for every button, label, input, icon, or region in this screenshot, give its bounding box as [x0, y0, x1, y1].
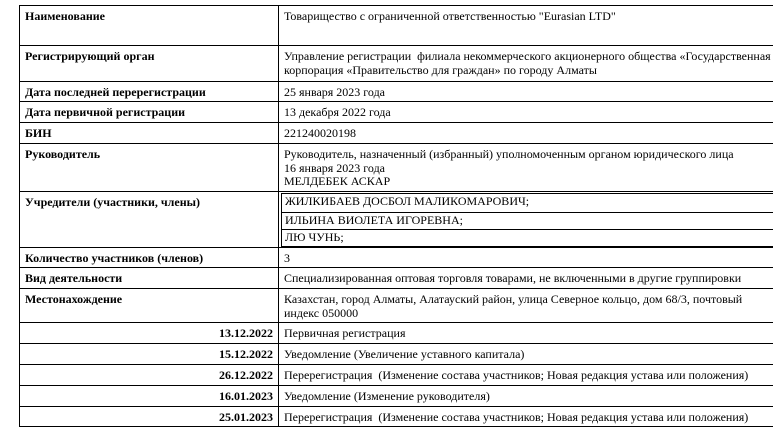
member-count-label-cell: [20, 248, 279, 268]
bin-label: БИН: [25, 127, 52, 140]
history-event: Перерегистрация (Изменение состава участников; Новая редакция устава или положения): [284, 369, 749, 382]
row-registering-authority: [20, 46, 773, 82]
activity-label-cell: [20, 268, 279, 289]
registration-info-table: [19, 5, 773, 427]
history-row: [20, 344, 773, 365]
registering-authority-line: корпорация «Правительство для граждан» по городу Алматы: [284, 63, 597, 77]
member-count-label: Количество участников (членов): [25, 252, 204, 265]
activity-label: Вид деятельности: [25, 272, 123, 285]
first-registration-label: Дата первичной регистрации: [25, 106, 186, 119]
history-event-cell: [279, 365, 773, 386]
row-location: [20, 289, 773, 323]
last-reregistration-value: 25 января 2023 года: [284, 86, 386, 99]
bin-value: 221240020198: [284, 127, 356, 140]
first-registration-label-cell: [20, 102, 279, 123]
row-company-name: [20, 6, 773, 46]
founder-name: ИЛЬИНА ВИОЛЕТА ИГОРЕВНА;: [285, 214, 463, 227]
company-name-label-cell: [20, 6, 279, 46]
founder-cell: [282, 230, 773, 247]
row-member-count: [20, 248, 773, 268]
company-name-value: Товарищество с ограниченной ответственностью "Eurasian LTD": [284, 10, 616, 23]
history-date-cell: [20, 365, 279, 386]
history-event: Первичная регистрация: [284, 327, 406, 340]
founder-row: [282, 213, 773, 230]
founder-row: [282, 230, 773, 247]
location-line: индекс 050000: [284, 306, 359, 320]
bin-label-cell: [20, 123, 279, 144]
history-event-cell: [279, 407, 773, 427]
history-event: Перерегистрация (Изменение состава участников; Новая редакция устава или положения): [284, 411, 749, 424]
activity-cell: [279, 268, 773, 289]
row-founders: [20, 192, 773, 248]
last-reregistration-cell: [279, 82, 773, 102]
history-date: 15.12.2022: [219, 348, 273, 361]
row-last-reregistration: [20, 82, 773, 102]
founder-row: [282, 194, 773, 213]
history-row: [20, 386, 773, 407]
row-director: [20, 144, 773, 192]
history-date-cell: [20, 344, 279, 365]
history-row: [20, 323, 773, 344]
location-label: Местонахождение: [25, 293, 123, 306]
founders-table: [281, 193, 773, 247]
last-reregistration-label: Дата последней перерегистрации: [25, 86, 206, 99]
member-count-cell: [279, 248, 773, 268]
company-name-cell: [279, 6, 773, 46]
founder-name: ЖИЛКИБАЕВ ДОСБОЛ МАЛИКОМАРОВИЧ;: [285, 195, 530, 208]
first-registration-cell: [279, 102, 773, 123]
row-bin: [20, 123, 773, 144]
founders-label: Учредители (участники, члены): [25, 196, 201, 209]
director-label-cell: [20, 144, 279, 192]
location-label-cell: [20, 289, 279, 323]
history-date: 16.01.2023: [219, 390, 273, 403]
founders-label-cell: [20, 192, 279, 248]
table-body: [20, 6, 773, 427]
founders-cell: [279, 192, 773, 248]
location-cell: [279, 289, 773, 323]
history-date-cell: [20, 407, 279, 427]
registering-authority-label-cell: [20, 46, 279, 82]
history-date: 26.12.2022: [219, 369, 273, 382]
row-activity: [20, 268, 773, 289]
founder-name: ЛЮ ЧУНЬ;: [285, 231, 344, 244]
history-date-cell: [20, 323, 279, 344]
registering-authority-cell: [279, 46, 773, 82]
history-date: 25.01.2023: [219, 411, 273, 424]
row-first-registration: [20, 102, 773, 123]
history-event-cell: [279, 323, 773, 344]
history-row: [20, 365, 773, 386]
history-event-cell: [279, 344, 773, 365]
founders-table-body: [282, 194, 773, 247]
director-position: Руководитель, назначенный (избранный) уполномоченным органом юридического лица: [284, 148, 734, 161]
activity-value: Специализированная оптовая торговля товарами, не включенными в другие группировки: [284, 272, 742, 285]
registering-authority-label: Регистрирующий орган: [25, 50, 155, 63]
history-event: Уведомление (Увеличение уставного капитала): [284, 348, 525, 361]
member-count-value: 3: [284, 252, 290, 265]
founder-cell: [282, 194, 773, 213]
first-registration-value: 13 декабря 2022 года: [284, 106, 391, 119]
history-event: Уведомление (Изменение руководителя): [284, 390, 490, 403]
director-cell: [279, 144, 773, 192]
location-line: Казахстан, город Алматы, Алатауский район, улица Северное кольцо, дом 68/3, почтовый: [284, 293, 743, 306]
director-label: Руководитель: [25, 148, 101, 161]
history-date: 13.12.2022: [219, 327, 273, 340]
registering-authority-line: Управление регистрации филиала некоммерческого акционерного общества «Государственная: [284, 50, 771, 63]
director-name: МЕЛДЕБЕК АСКАР: [284, 175, 391, 188]
company-name-label: Наименование: [25, 10, 105, 23]
bin-cell: [279, 123, 773, 144]
history-date-cell: [20, 386, 279, 407]
history-event-cell: [279, 386, 773, 407]
founder-cell: [282, 213, 773, 230]
director-appointed-date: 16 января 2023 года: [284, 161, 386, 175]
history-row: [20, 407, 773, 427]
last-reregistration-label-cell: [20, 82, 279, 102]
